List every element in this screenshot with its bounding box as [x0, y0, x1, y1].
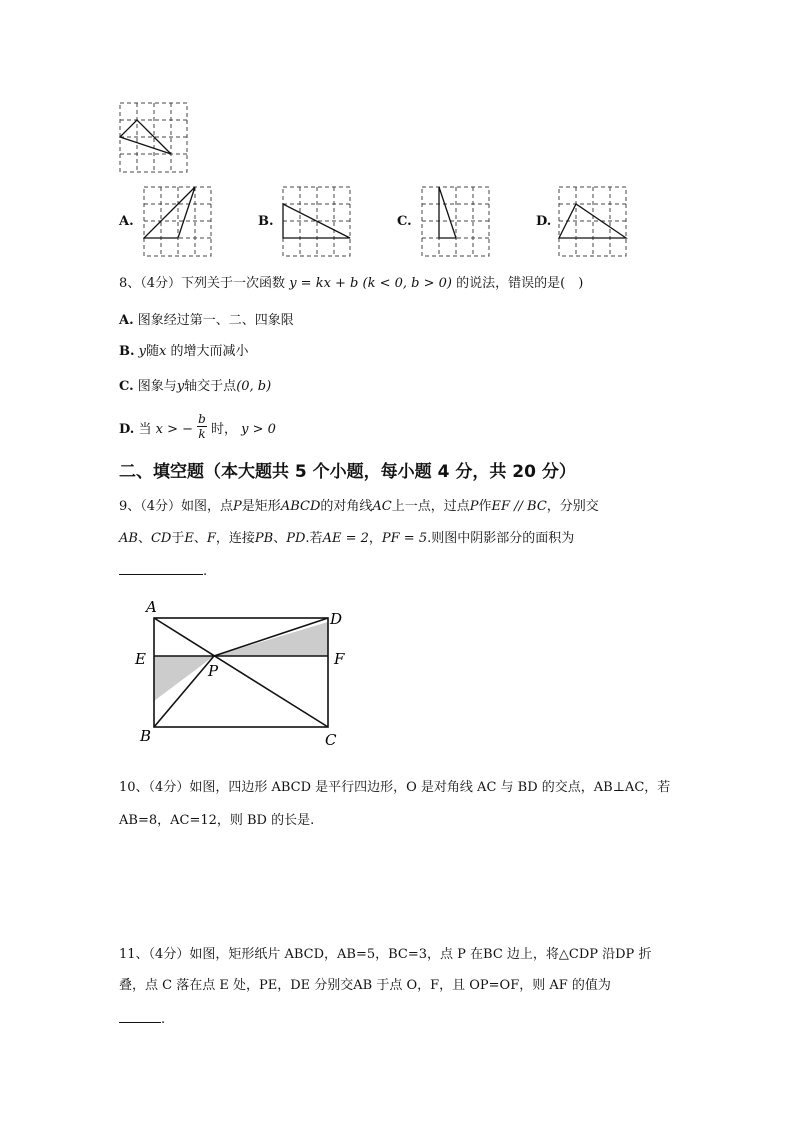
shaded-region — [154, 656, 214, 701]
q8-option-c-mid: 轴交于点 — [184, 379, 237, 394]
q9-answer-line[interactable] — [119, 562, 207, 581]
q9-var-pf: PF = 5 — [381, 531, 428, 546]
q9-text: 9、（4分）如图，点 — [119, 499, 234, 514]
q8-option-c-pre: 图象与 — [137, 379, 177, 394]
q9-text: ， — [368, 531, 382, 546]
q9-var-abcd: ABCD — [280, 499, 321, 514]
q8-option-d-frac-den: k — [198, 427, 206, 441]
q8-option-b-var-x: x — [159, 344, 167, 359]
q8-formula: y = kx + b — [289, 276, 359, 291]
q8-option-d-fraction — [197, 412, 207, 441]
q7-option-a-figure[interactable] — [143, 186, 213, 258]
q9-text: 上一点，过点 — [391, 499, 470, 514]
q8-option-b-text: 随 — [146, 344, 160, 359]
q8-option-c[interactable] — [119, 378, 271, 396]
q8-option-c-letter: C. — [119, 379, 134, 394]
label-a: A — [146, 598, 157, 616]
q8-option-c-var: y — [176, 379, 185, 394]
q8-stem-suffix: 的说法，错误的是( ) — [456, 276, 584, 291]
q9-var-f: F — [206, 531, 216, 546]
q9-var-ab: AB — [119, 531, 138, 546]
grid — [120, 103, 187, 172]
q9-figure — [130, 596, 355, 752]
q8-option-d-frac-num: b — [198, 412, 206, 426]
q10-line1: 10、（4分）如图，四边形 ABCD 是平行四边形，O 是对角线 AC 与 BD 的交点，AB⊥AC，若 — [119, 780, 671, 795]
q8-option-b-post: 的增大而减小 — [170, 344, 249, 359]
q9-text: ，连接 — [215, 531, 255, 546]
q7-option-c-label[interactable]: C. — [397, 214, 412, 229]
q8-option-a[interactable] — [119, 312, 294, 330]
q8-option-d-post: y > 0 — [241, 422, 276, 437]
q7-option-b-figure[interactable] — [282, 186, 352, 258]
q11-line1: 11、（4分）如图，矩形纸片 ABCD，AB=5，BC=3，点 P 在BC 边上，将△CDP 沿DP 折 — [119, 947, 652, 962]
q9-var-p: P — [469, 499, 479, 514]
q9-text: 、 — [137, 531, 151, 546]
label-d: D — [330, 610, 343, 628]
answer-blank[interactable] — [119, 562, 203, 575]
q8-option-a-text: 图象经过第一、二、四象限 — [137, 313, 294, 328]
q9-var-p: P — [233, 499, 242, 514]
q9-var-ef-parallel-bc: EF // BC — [491, 499, 547, 514]
q9-text: 于 — [171, 531, 185, 546]
q9-text: .则图中阴影部分的面积为 — [427, 531, 575, 546]
triangle-shape — [439, 187, 456, 238]
q10-line2: AB=8，AC=12，则 BD 的长是. — [119, 813, 315, 828]
answer-blank[interactable] — [119, 1010, 161, 1023]
q8-option-d[interactable] — [119, 412, 276, 448]
q9-line1 — [119, 498, 599, 516]
q8-option-d-letter: D. — [119, 422, 135, 437]
q11-end: . — [161, 1012, 166, 1027]
q9-text: 、 — [193, 531, 207, 546]
q9-var-pb: PB — [254, 531, 274, 546]
q9-end: . — [203, 564, 208, 579]
label-f: F — [334, 650, 345, 668]
q8-stem-prefix: 8、（4分）下列关于一次函数 — [119, 276, 286, 291]
q8-option-a-letter: A. — [119, 313, 134, 328]
q11-answer-line[interactable] — [119, 1010, 165, 1029]
q9-var-cd: CD — [150, 531, 172, 546]
section2-title: 二、填空题（本大题共 5 个小题，每小题 4 分，共 20 分） — [119, 462, 576, 482]
q7-option-d-figure[interactable] — [558, 186, 628, 258]
q9-var-pd: PD — [286, 531, 306, 546]
triangle-shape — [144, 187, 195, 238]
q8-option-d-mid: 时， — [211, 422, 238, 437]
q9-var-ac: AC — [372, 499, 392, 514]
q7-option-c-figure[interactable] — [421, 186, 491, 258]
q8-condition: (k < 0, b > 0) — [362, 276, 452, 291]
q9-var-ae: AE = 2 — [322, 531, 369, 546]
q9-text: 的对角线 — [320, 499, 373, 514]
q9-text: ，分别交 — [546, 499, 599, 514]
label-c: C — [325, 731, 337, 749]
q8-option-d-cond: x > − — [155, 422, 194, 437]
q7-option-a-label[interactable]: A. — [119, 214, 134, 229]
q8-stem — [119, 275, 583, 293]
q9-line2 — [119, 530, 574, 548]
q9-text: .若 — [305, 531, 323, 546]
q9-text: 是矩形 — [241, 499, 281, 514]
q8-option-d-pre: 当 — [138, 422, 152, 437]
q7-option-b-label[interactable]: B. — [258, 214, 274, 229]
label-b: B — [140, 727, 152, 745]
q8-option-c-point: (0, b) — [236, 379, 272, 394]
q9-text: 、 — [273, 531, 287, 546]
label-e: E — [135, 650, 146, 668]
q7-question-figure — [119, 102, 189, 174]
q9-text: 作 — [478, 499, 492, 514]
q8-option-b-var-y: y — [138, 344, 147, 359]
q11-line2: 叠，点 C 落在点 E 处，PE，DE 分别交AB 于点 O，F，且 OP=OF，则 AF 的值为 — [119, 978, 611, 993]
label-p: P — [208, 662, 219, 680]
q9-var-e: E — [184, 531, 194, 546]
q8-option-b-letter: B. — [119, 344, 135, 359]
q8-option-b[interactable] — [119, 343, 249, 361]
q7-option-d-label[interactable]: D. — [536, 214, 552, 229]
